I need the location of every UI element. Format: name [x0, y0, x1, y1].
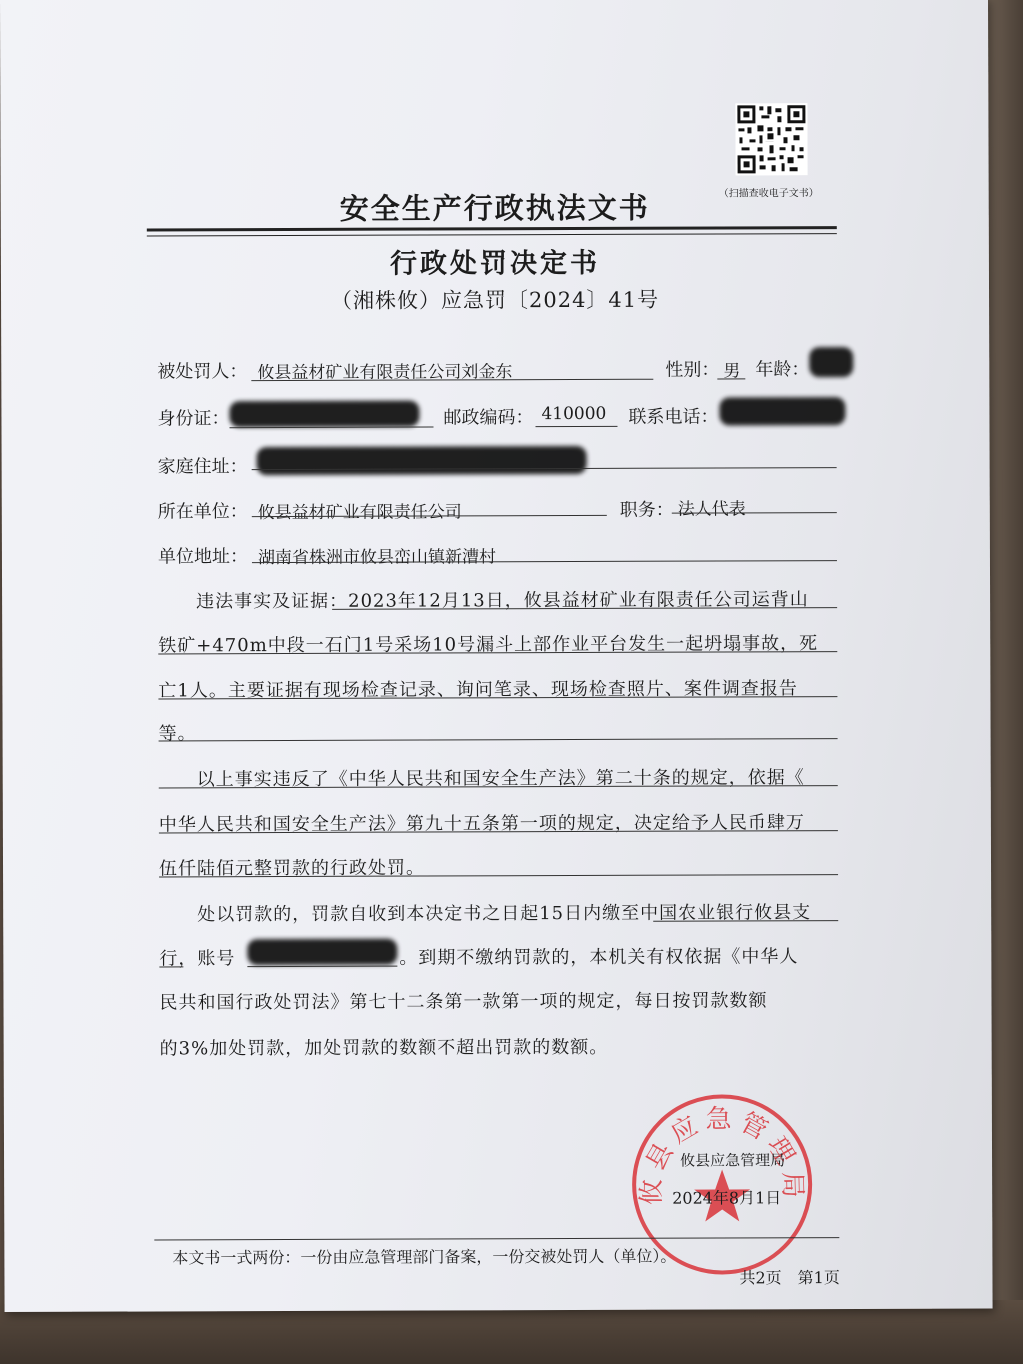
party-value: 攸县益材矿业有限责任公司刘金东: [257, 362, 513, 384]
footer-note: 本文书一式两份：一份由应急管理部门备案，一份交被处罚人（单位）。: [172, 1246, 677, 1268]
decision-line-3: 伍仟陆佰元整罚款的行政处罚。: [158, 857, 426, 880]
header-rule-thin: [147, 233, 837, 236]
facts-line-1: 违法事实及证据：2023年12月13日，攸县益材矿业有限责任公司运背山: [196, 589, 809, 613]
document-header: 安全生产行政执法文书: [339, 190, 650, 226]
page-indicator: 共2页 第1页: [739, 1268, 840, 1288]
payment-line-1: 处以罚款的，罚款自收到本决定书之日起15日内缴至中国农业银行攸县支: [197, 902, 812, 926]
position-underline: [672, 512, 837, 514]
svg-text:攸县应急管理局: 攸县应急管理局: [637, 1104, 808, 1206]
postcode-value: 410000: [541, 403, 607, 425]
payment-underline-branch: [159, 966, 183, 967]
redaction-id: [229, 401, 419, 428]
payment-line-2b: 。到期不缴纳罚款的，本机关有权依据《中华人: [399, 946, 799, 969]
postcode-label: 邮政编码：: [443, 407, 534, 429]
qr-code-icon: [735, 103, 807, 175]
redaction-address: [257, 446, 587, 475]
payment-underline-account: [247, 966, 397, 968]
id-underline: [229, 426, 433, 428]
facts-underline-4: [159, 738, 838, 741]
payment-line-4: 的3%加处罚款，加处罚款的数额不超出罚款的数额。: [159, 1036, 609, 1060]
document-number: （湘株攸）应急罚〔2024〕41号: [330, 287, 660, 313]
decision-line-2: 中华人民共和国安全生产法》第九十五条第一项的规定，决定给予人民币肆万: [158, 812, 805, 836]
employer-value: 攸县益材矿业有限责任公司: [257, 502, 462, 524]
id-label: 身份证：: [157, 408, 230, 430]
postcode-underline: [535, 426, 617, 427]
qr-caption: （扫描查收电子文书）: [718, 188, 819, 200]
age-label: 年龄：: [755, 359, 810, 381]
gender-value: 男: [723, 361, 741, 382]
payment-line-2a: 行，账号: [159, 948, 236, 970]
facts-line-3: 亡1人。主要证据有现场检查记录、询问笔录、现场检查照片、案件调查报告: [158, 678, 798, 702]
document-title: 行政处罚决定书: [389, 247, 600, 280]
position-value: 法人代表: [677, 499, 746, 520]
redaction-phone: [719, 397, 845, 425]
employer-label: 所在单位：: [157, 501, 248, 523]
unit-address-value: 湖南省株洲市攸县峦山镇新漕村: [257, 547, 496, 569]
gender-label: 性别：: [665, 359, 720, 381]
payment-line-3: 民共和国行政处罚法》第七十二条第一款第一项的规定，每日按罚款数额: [159, 990, 768, 1014]
redaction-age: [809, 347, 853, 377]
party-label: 被处罚人：: [157, 361, 248, 383]
position-label: 职务：: [619, 499, 674, 521]
decision-line-1: 以上事实违反了《中华人民共和国安全生产法》第二十条的规定，依据《: [196, 767, 805, 791]
issue-date: 2024年8月1日: [672, 1188, 782, 1208]
address-label: 家庭住址：: [157, 456, 248, 478]
issuer-name: 攸县应急管理局: [680, 1151, 786, 1170]
facts-line-2: 铁矿+470m中段一石门1号采场10号漏斗上部作业平台发生一起坍塌事故，死: [158, 633, 819, 657]
gender-underline: [717, 378, 745, 379]
unit-address-label: 单位地址：: [157, 546, 248, 568]
phone-label: 联系电话：: [628, 406, 719, 428]
facts-line-4: 等。: [158, 723, 197, 745]
redaction-account: [247, 939, 397, 966]
